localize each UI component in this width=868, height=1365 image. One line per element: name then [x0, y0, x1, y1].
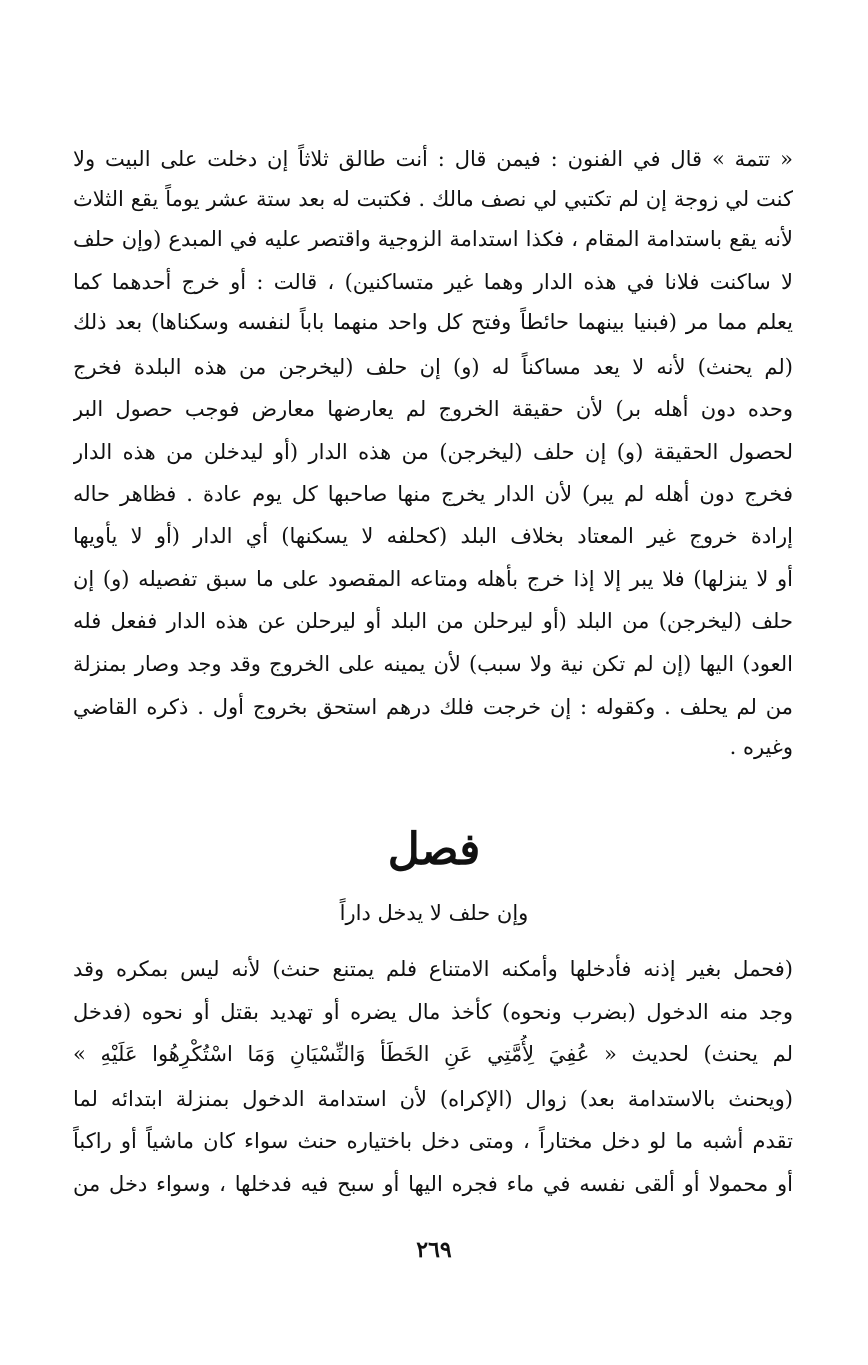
- text-line: لأنه يقع باستدامة المقام ، فكذا استدامة الزوجية واقتصر عليه في المبدع (وإن حلف: [73, 227, 793, 251]
- text-line: أو لا ينزلها) فلا يبر إلا إذا خرج بأهله ومتاعه المقصود على ما سبق تفصيله (و) إن: [73, 567, 793, 591]
- text-line: وجد منه الدخول (بضرب ونحوه) كأخذ مال يضره أو تهديد بقتل أو نحوه (فدخل: [73, 1000, 793, 1024]
- text-line: لا ساكنت فلانا في هذه الدار وهما غير متساكنين) ، قالت : أو خرج أحدهما كما: [73, 270, 793, 294]
- text-line: فخرج دون أهله لم يبر) لأن الدار يخرج منها صاحبها كل يوم عادة . فظاهر حاله: [73, 482, 793, 506]
- text-line: (ويحنث بالاستدامة بعد) زوال (الإكراه) لأن استدامة الدخول بمنزلة ابتدائه لما: [73, 1087, 793, 1111]
- text-line: « تتمة » قال في الفنون : فيمن قال : أنت طالق ثلاثاً إن دخلت على البيت ولا: [73, 147, 793, 171]
- text-line: (فحمل بغير إذنه فأدخلها وأمكنه الامتناع فلم يمتنع حنث) لأنه ليس بمكره وقد: [73, 957, 793, 981]
- text-line: (لم يحنث) لأنه لا يعد مساكناً له (و) إن حلف (ليخرجن من هذه البلدة فخرج: [73, 355, 793, 379]
- text-line: تقدم أشبه ما لو دخل مختاراً ، ومتى دخل باختياره حنث سواء كان ماشياً أو راكباً: [73, 1129, 793, 1153]
- text-line: أو محمولا أو ألقى نفسه في ماء فجره اليها أو سبح فيه فدخلها ، وسواء دخل من: [73, 1172, 793, 1196]
- section-title: فصل: [387, 824, 481, 875]
- text-line: العود) اليها (إن لم تكن نية ولا سبب) لأن يمينه على الخروج وقد وجد وصار بمنزلة: [73, 652, 793, 676]
- text-line: وغيره .: [729, 735, 793, 759]
- text-line: حلف (ليخرجن) من البلد (أو ليرحلن من البلد أو ليرحلن عن هذه الدار ففعل فله: [73, 609, 793, 633]
- text-line: يعلم مما مر (فبنيا بينهما حائطاً وفتح كل واحد منهما باباً لنفسه وسكناها) بعد ذلك: [73, 310, 793, 334]
- page-number: ٢٦٩: [416, 1237, 452, 1263]
- text-line: إرادة خروج غير المعتاد بخلاف البلد (كحلفه لا يسكنها) أي الدار (أو لا يأويها: [73, 524, 793, 548]
- text-line: لم يحنث) لحديث « عُفِيَ لِأُمَّتِي عَنِ الخَطَأ وَالنِّسْيَانِ وَمَا اسْتُكْرِهُوا عَلَيْهِ »: [73, 1042, 793, 1066]
- text-line: وحده دون أهله بر) لأن حقيقة الخروج لم يعارضها معارض فوجب حصول البر: [73, 397, 793, 421]
- text-line: كنت لي زوجة إن لم تكتبي لي نصف مالك . فكتبت له بعد ستة عشر يوماً يقع الثلاث: [73, 187, 793, 211]
- text-line: لحصول الحقيقة (و) إن حلف (ليخرجن) من هذه الدار (أو ليدخلن من هذه الدار: [73, 440, 793, 464]
- section-subtitle: وإن حلف لا يدخل داراً: [339, 901, 529, 925]
- text-line: من لم يحلف . وكقوله : إن خرجت فلك درهم استحق بخروج أول . ذكره القاضي: [73, 695, 793, 719]
